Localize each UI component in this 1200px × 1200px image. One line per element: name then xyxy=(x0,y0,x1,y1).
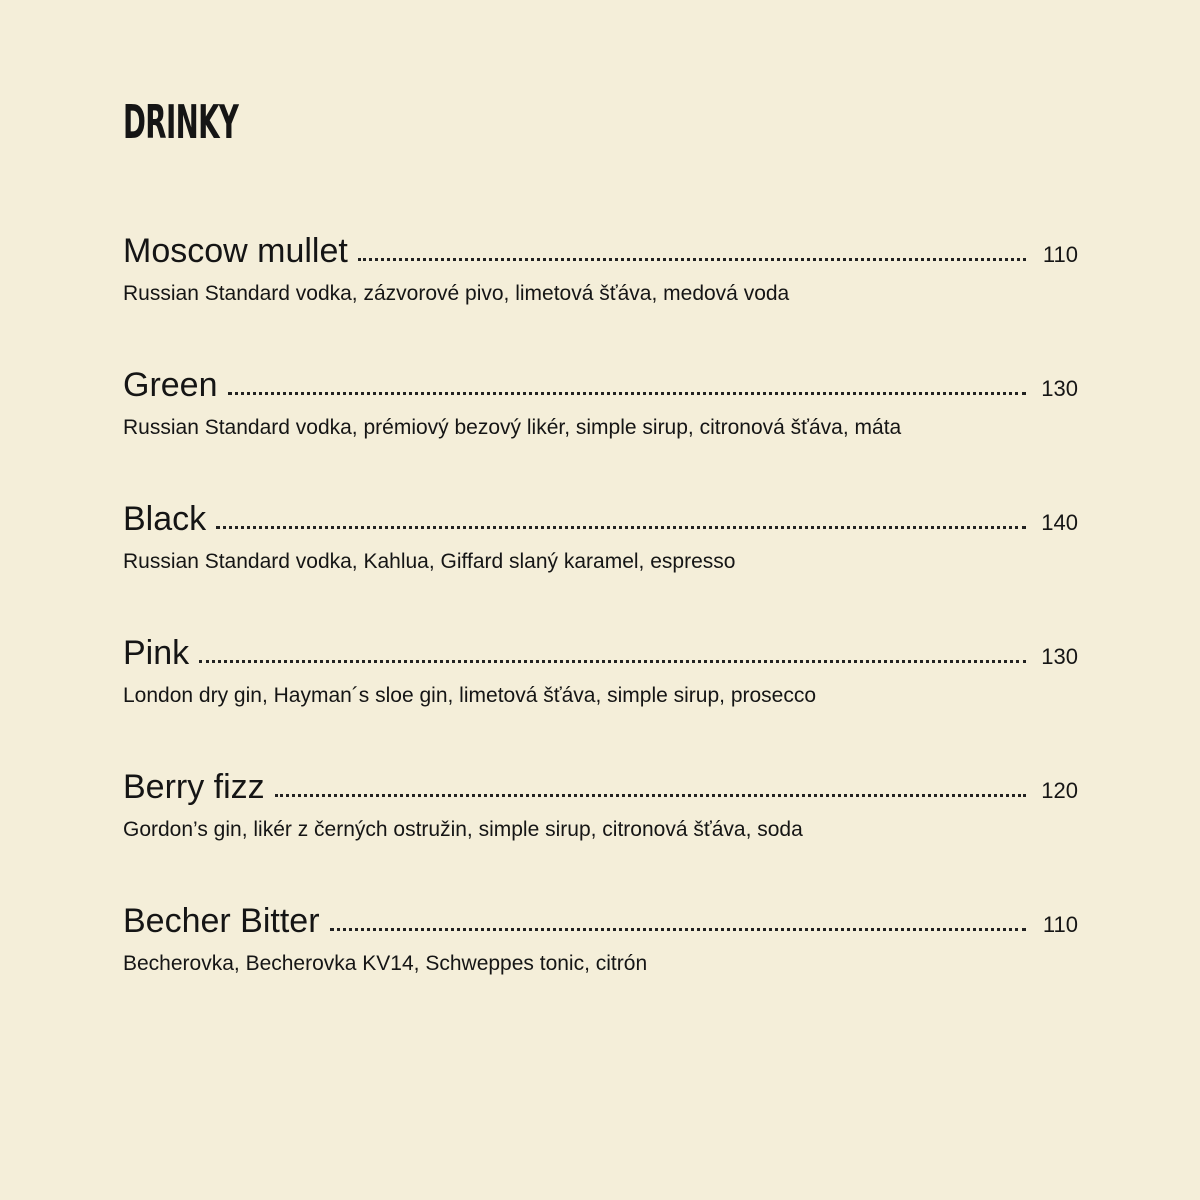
item-header xyxy=(123,496,1078,542)
item-price: 130 xyxy=(1041,644,1078,669)
item-description: Russian Standard vodka, prémiový bezový likér, simple sirup, citronová šťáva, máta xyxy=(123,416,902,439)
list-item xyxy=(123,362,1078,496)
item-description: Russian Standard vodka, zázvorové pivo, limetová šťáva, medová voda xyxy=(123,282,790,305)
item-name: Pink xyxy=(123,634,190,672)
item-name: Green xyxy=(123,366,218,404)
dot-leader xyxy=(216,526,1026,529)
dot-leader xyxy=(228,392,1027,395)
item-name: Berry fizz xyxy=(123,768,265,806)
item-price: 130 xyxy=(1041,376,1078,401)
dot-leader xyxy=(275,794,1026,797)
item-name: Becher Bitter xyxy=(123,902,320,940)
list-item xyxy=(123,228,1078,362)
dot-leader xyxy=(358,258,1026,261)
item-price: 120 xyxy=(1041,778,1078,803)
item-name: Black xyxy=(123,500,207,538)
item-description: Russian Standard vodka, Kahlua, Giffard slaný karamel, espresso xyxy=(123,550,736,573)
page-title: DRINKY xyxy=(123,95,239,149)
item-header xyxy=(123,228,1078,274)
list-item xyxy=(123,630,1078,764)
item-description: London dry gin, Hayman´s sloe gin, limetová šťáva, simple sirup, prosecco xyxy=(123,684,817,707)
item-name: Moscow mullet xyxy=(123,232,348,270)
item-header xyxy=(123,362,1078,408)
item-price: 110 xyxy=(1042,912,1078,937)
dot-leader xyxy=(330,928,1026,931)
drinks-list xyxy=(123,228,1078,1032)
item-description: Becherovka, Becherovka KV14, Schweppes tonic, citrón xyxy=(123,952,648,975)
item-description: Gordon’s gin, likér z černých ostružin, simple sirup, citronová šťáva, soda xyxy=(123,818,803,841)
item-header xyxy=(123,764,1078,810)
item-price: 140 xyxy=(1041,510,1078,535)
drinks-menu-page xyxy=(123,0,1078,1200)
list-item xyxy=(123,764,1078,898)
list-item xyxy=(123,898,1078,1032)
dot-leader xyxy=(199,660,1026,663)
list-item xyxy=(123,496,1078,630)
item-price: 110 xyxy=(1042,242,1078,267)
item-header xyxy=(123,898,1078,944)
item-header xyxy=(123,630,1078,676)
